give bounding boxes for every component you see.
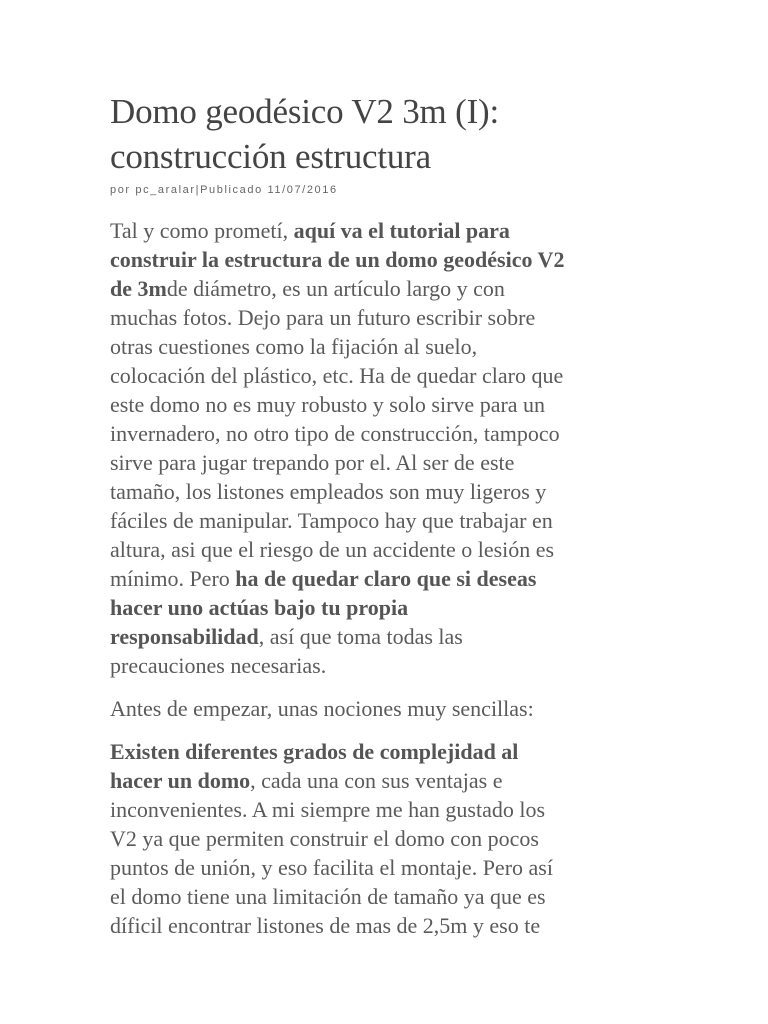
text-run: , cada una con sus ventajas e: [250, 768, 503, 793]
text-line: precauciones necesarias.: [110, 653, 327, 678]
bold-run: hacer un domo: [110, 768, 251, 793]
byline: [110, 184, 658, 196]
text-line: inconvenientes. A mi siempre me han gustado los: [110, 797, 546, 822]
text-line: V2 ya que permiten construir el domo con pocos: [110, 826, 539, 851]
bold-run: de 3m: [110, 276, 167, 301]
byline-prefix: por: [110, 184, 136, 196]
text-run: de diámetro, es un artículo largo y con: [166, 276, 505, 301]
paragraph-2: [110, 694, 658, 723]
text-line: díficil encontrar listones de mas de 2,5m y eso te: [110, 913, 541, 938]
author-link[interactable]: pc_aralar: [135, 184, 196, 196]
text-run: , así que toma todas las: [258, 624, 463, 649]
bold-run: Existen diferentes grados de complejidad al: [110, 739, 519, 764]
text-line: colocación del plástico, etc. Ha de quedar claro que: [110, 363, 564, 388]
text-line: el domo tiene una limitación de tamaño ya que es: [110, 884, 546, 909]
bold-run: ha de quedar claro que si deseas: [235, 566, 537, 591]
text-line: altura, asi que el riesgo de un accidente o lesión es: [110, 537, 555, 562]
text-line: muchas fotos. Dejo para un futuro escribir sobre: [110, 305, 536, 330]
text-line: Antes de empezar, unas nociones muy sencillas:: [110, 696, 534, 721]
published-label: Publicado: [200, 184, 268, 196]
text-run: mínimo. Pero: [110, 566, 236, 591]
published-date: 11/07/2016: [267, 184, 338, 196]
article-body: [110, 216, 658, 940]
bold-run: construir la estructura de un domo geodésico V2: [110, 247, 565, 272]
text-line: invernadero, no otro tipo de construcción, tampoco: [110, 421, 560, 446]
paragraph-3: [110, 737, 658, 940]
text-line: puntos de unión, y eso facilita el montaje. Pero así: [110, 855, 553, 880]
byline-separator: |: [195, 184, 201, 196]
paragraph-1: [110, 216, 658, 680]
article-title: [110, 0, 658, 179]
text-line: sirve para jugar trepando por el. Al ser de este: [110, 450, 515, 475]
text-line: tamaño, los listones empleados son muy ligeros y: [110, 479, 547, 504]
bold-run: responsabilidad: [110, 624, 259, 649]
title-line-2: construcción estructura: [110, 137, 431, 176]
bold-run: aquí va el tutorial para: [293, 218, 510, 243]
title-line-1: Domo geodésico V2 3m (I):: [110, 92, 500, 131]
text-line: otras cuestiones como la fijación al suelo,: [110, 334, 478, 359]
text-line: este domo no es muy robusto y solo sirve para un: [110, 392, 546, 417]
text-run: Tal y como prometí,: [110, 218, 294, 243]
bold-run: hacer uno actúas bajo tu propia: [110, 595, 409, 620]
text-line: fáciles de manipular. Tampoco hay que trabajar en: [110, 508, 553, 533]
